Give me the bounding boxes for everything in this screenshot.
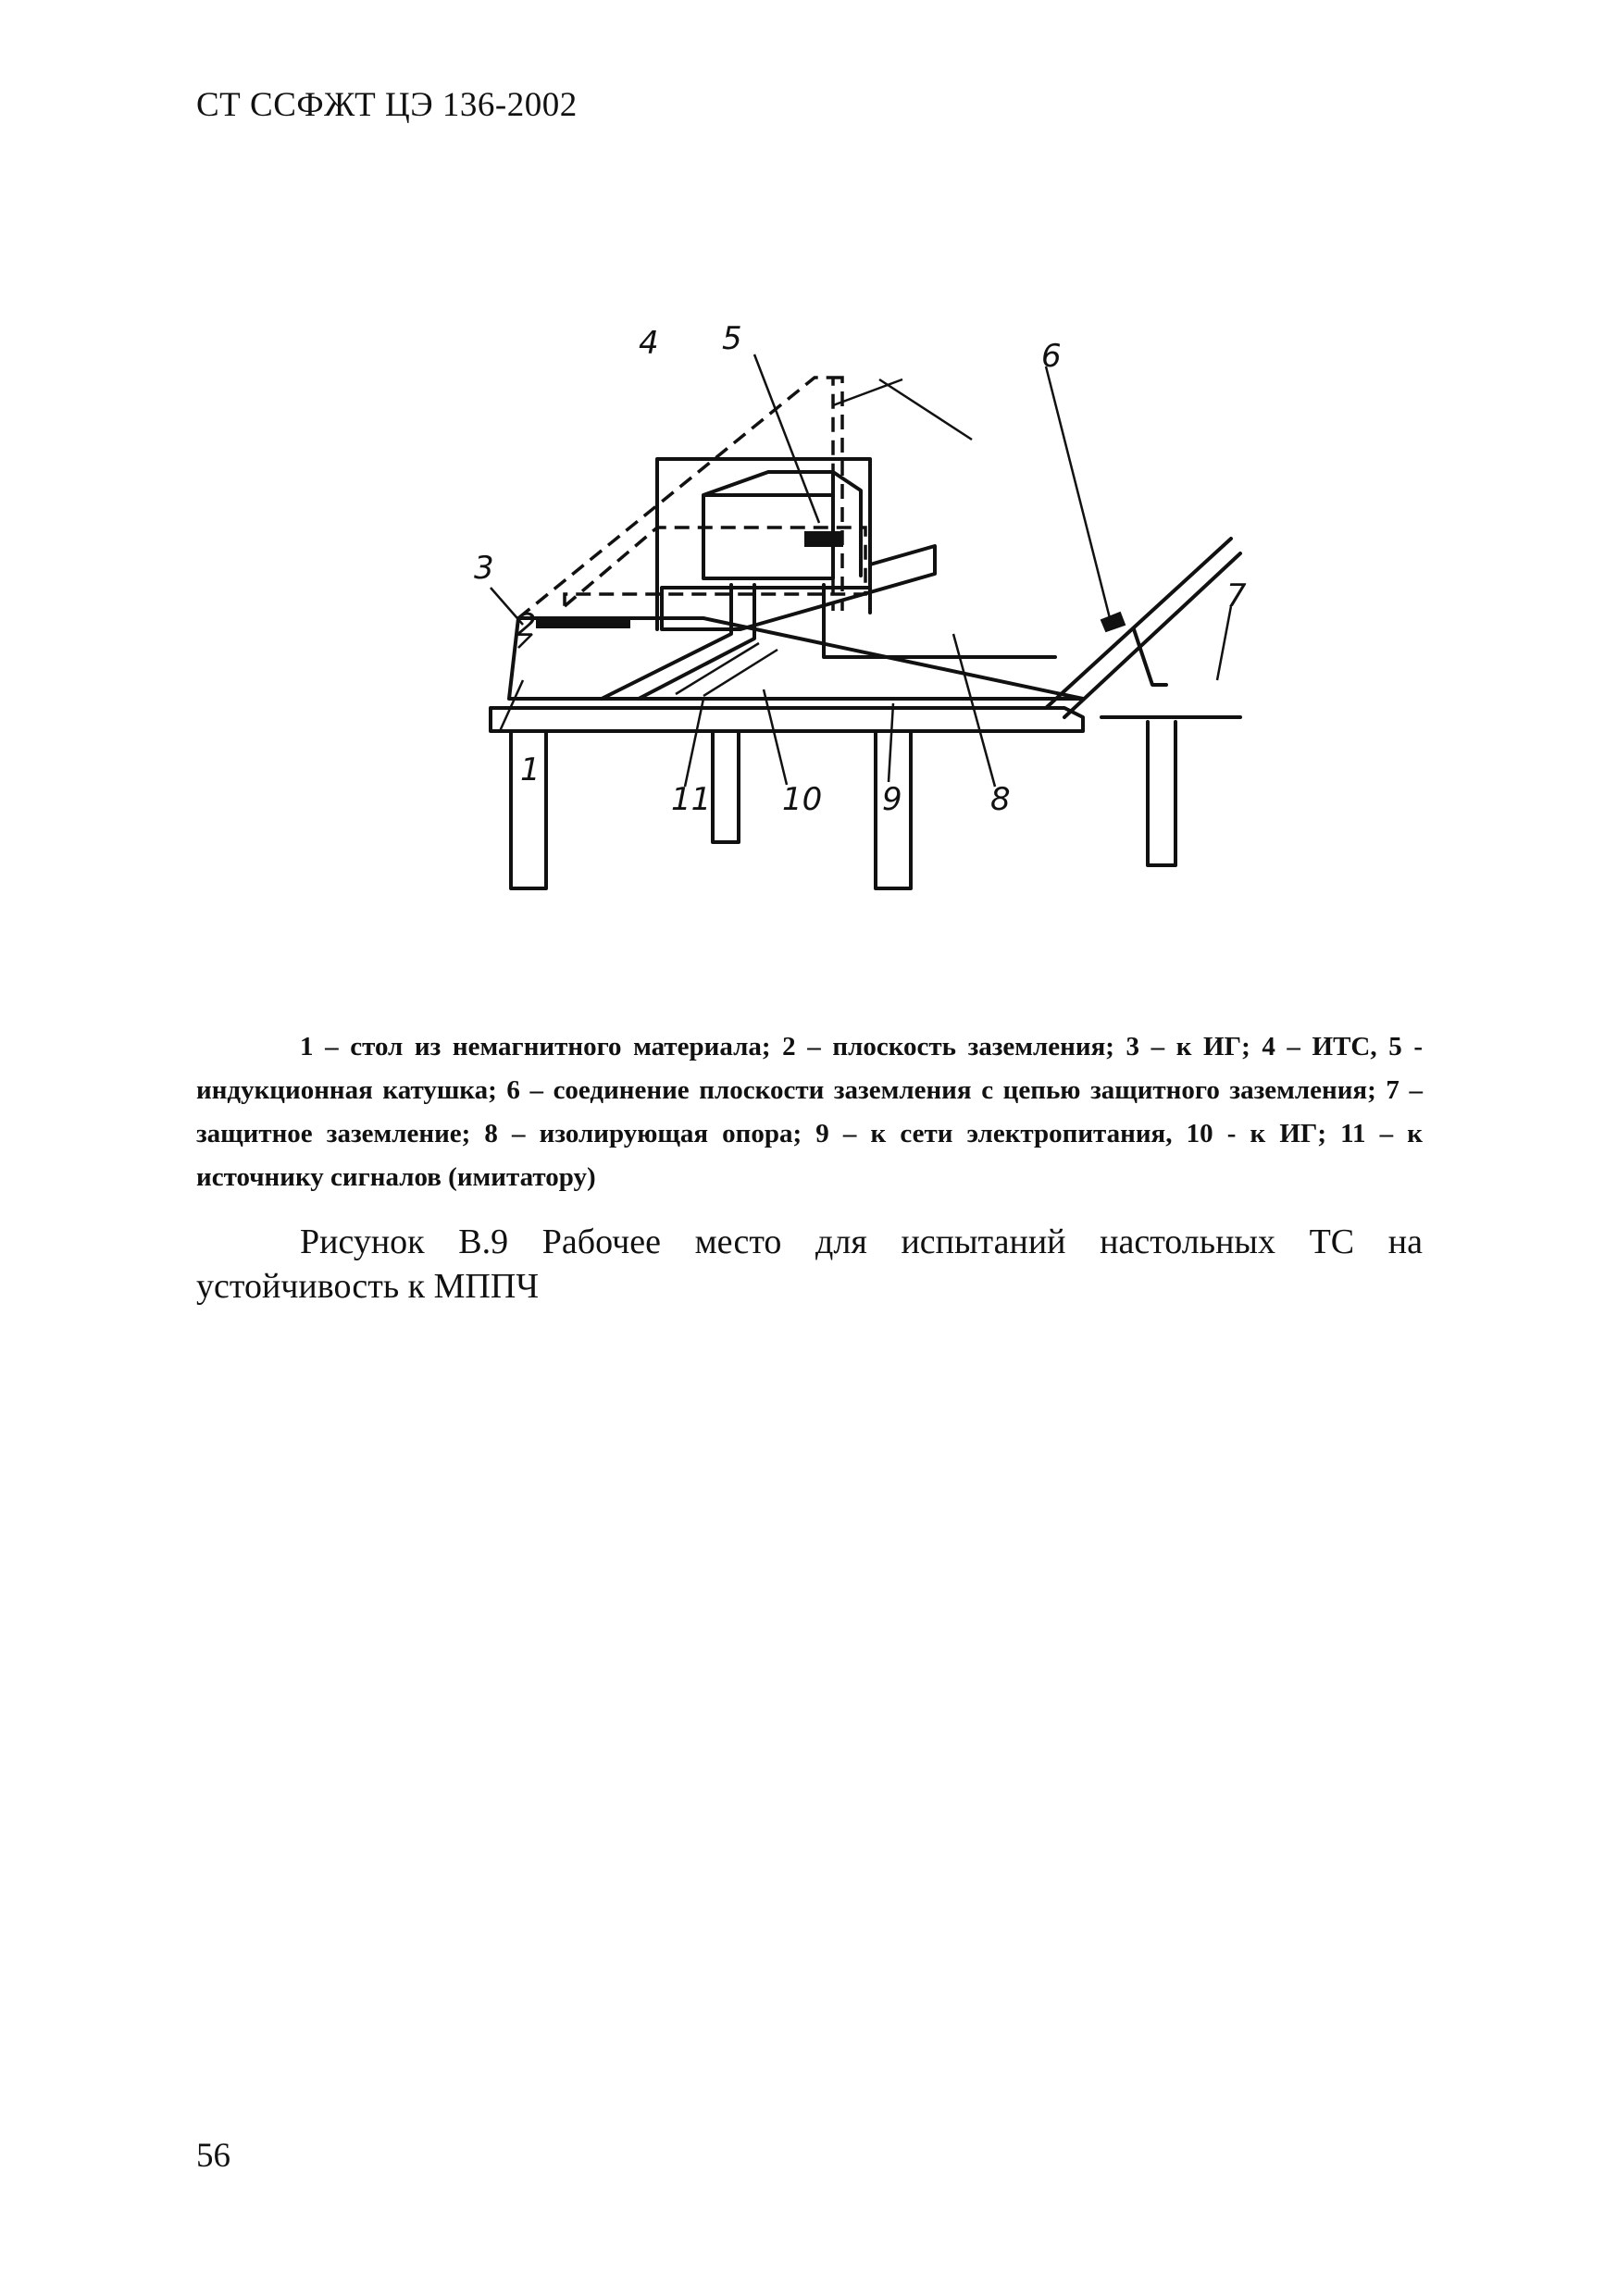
callout-6: 6: [1041, 338, 1062, 375]
callout-11: 11: [671, 781, 712, 818]
test-setup-drawing: [435, 320, 1247, 907]
induction-coil-rotated: [518, 378, 842, 618]
callout-4: 4: [639, 325, 659, 362]
callout-3: 3: [474, 550, 494, 587]
ground-connection: [1101, 613, 1125, 631]
table-leg-2: [713, 731, 739, 842]
ground-rail: [1046, 539, 1240, 717]
callout-7: 7: [1226, 577, 1247, 614]
signal-cables: [602, 585, 754, 699]
connector-block-2: [537, 620, 629, 627]
callout-1: 1: [520, 751, 541, 788]
callout-10: 10: [782, 781, 823, 818]
equipment-box: [703, 472, 861, 578]
document-code-header: СТ ССФЖТ ЦЭ 136-2002: [196, 86, 578, 124]
callout-9: 9: [882, 781, 902, 818]
test-setup-figure: [435, 320, 1247, 907]
figure-legend: 1 – стол из немагнитного материала; 2 – плоскость заземления; 3 – к ИГ; 4 – ИТС, 5 - индукционная катушка; 6 – соединение плоскости заземления с цепью защитного заземления; 7 – защитное заземление; 8 – изолирующая опора; 9 – к сети электропитания, 10 - к ИГ; 11 – к источнику сигналов (имитатору): [196, 1032, 1423, 1192]
connector-block: [805, 532, 842, 546]
callout-8: 8: [990, 781, 1011, 818]
callout-2: 2: [516, 607, 537, 644]
figure-caption: Рисунок В.9 Рабочее место для испытаний настольных ТС на устойчивость к МППЧ: [196, 1222, 1423, 1306]
table-top: [491, 708, 1083, 731]
callout-5: 5: [722, 320, 742, 357]
page-number: 56: [196, 2137, 230, 2175]
table-leg-4: [1148, 722, 1175, 865]
